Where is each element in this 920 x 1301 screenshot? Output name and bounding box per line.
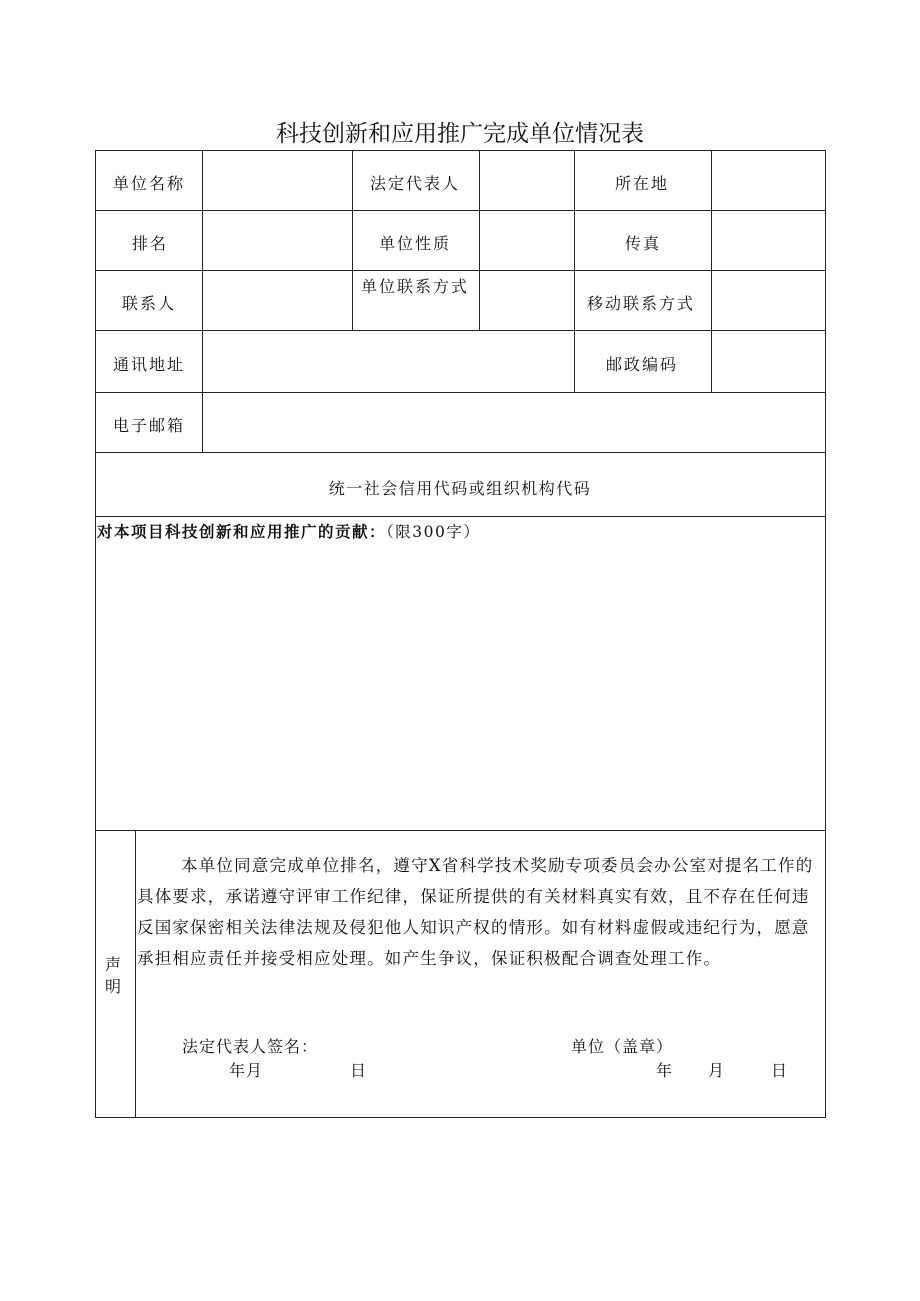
contribution-limit: （限300字） [386, 523, 481, 541]
row-divider [95, 516, 826, 517]
label-unit-contact: 单位联系方式 [361, 277, 470, 296]
col-divider [135, 830, 136, 1118]
page-title: 科技创新和应用推广完成单位情况表 [276, 121, 644, 147]
unit-seal-label: 单位（盖章） [571, 1037, 674, 1056]
legal-date-year-month: 年月 [229, 1061, 264, 1080]
label-email: 电子邮箱 [113, 416, 186, 435]
unit-contact-field[interactable] [480, 271, 574, 330]
label-legal-rep: 法定代表人 [370, 174, 461, 193]
unit-name-field[interactable] [203, 151, 352, 210]
fax-field[interactable] [712, 211, 825, 270]
email-field[interactable] [203, 393, 825, 452]
contribution-textarea[interactable] [96, 546, 825, 829]
seal-date-day: 日 [771, 1061, 789, 1080]
legal-rep-field[interactable] [480, 151, 574, 210]
label-rank: 排名 [132, 234, 169, 253]
contribution-heading [97, 520, 480, 542]
seal-date-month: 月 [708, 1061, 726, 1080]
postcode-field[interactable] [712, 331, 825, 392]
label-credit-code: 统一社会信用代码或组织机构代码 [328, 479, 592, 498]
row-divider [95, 452, 826, 453]
declaration-text [137, 850, 825, 974]
seal-date-year: 年 [656, 1061, 674, 1080]
legal-date-day: 日 [350, 1061, 368, 1080]
unit-nature-field[interactable] [480, 211, 574, 270]
label-fax: 传真 [625, 234, 662, 253]
declaration-label-2: 明 [104, 977, 121, 996]
label-contact-person: 联系人 [122, 294, 177, 313]
row-divider [95, 830, 826, 831]
contact-person-field[interactable] [203, 271, 352, 330]
label-address: 通讯地址 [113, 355, 186, 374]
declaration-body: 本单位同意完成单位排名，遵守X省科学技术奖励专项委员会办公室对提名工作的具体要求，承诺遵守评审工作纪律，保证所提供的有关材料真实有效，且不存在任何违反国家保密相关法律法规及侵犯他人知识产权的情形。如有材料虚假或违纪行为，愿意承担相应责任并接受相应处理。如产生争议，保证积极配合调查处理工作。 [137, 856, 814, 968]
label-postcode: 邮政编码 [606, 355, 679, 374]
col-divider [352, 150, 353, 330]
label-unit-nature: 单位性质 [379, 234, 452, 253]
declaration-label-1: 声 [104, 955, 121, 974]
label-unit-name: 单位名称 [113, 174, 186, 193]
label-location: 所在地 [615, 174, 670, 193]
label-mobile-contact: 移动联系方式 [587, 294, 696, 313]
address-field[interactable] [203, 331, 574, 392]
col-divider [574, 150, 575, 392]
contribution-heading-text: 对本项目科技创新和应用推广的贡献： [97, 522, 387, 541]
rank-field[interactable] [203, 211, 352, 270]
location-field[interactable] [712, 151, 825, 210]
legal-signature-label: 法定代表人签名： [182, 1037, 319, 1056]
mobile-contact-field[interactable] [712, 271, 825, 330]
